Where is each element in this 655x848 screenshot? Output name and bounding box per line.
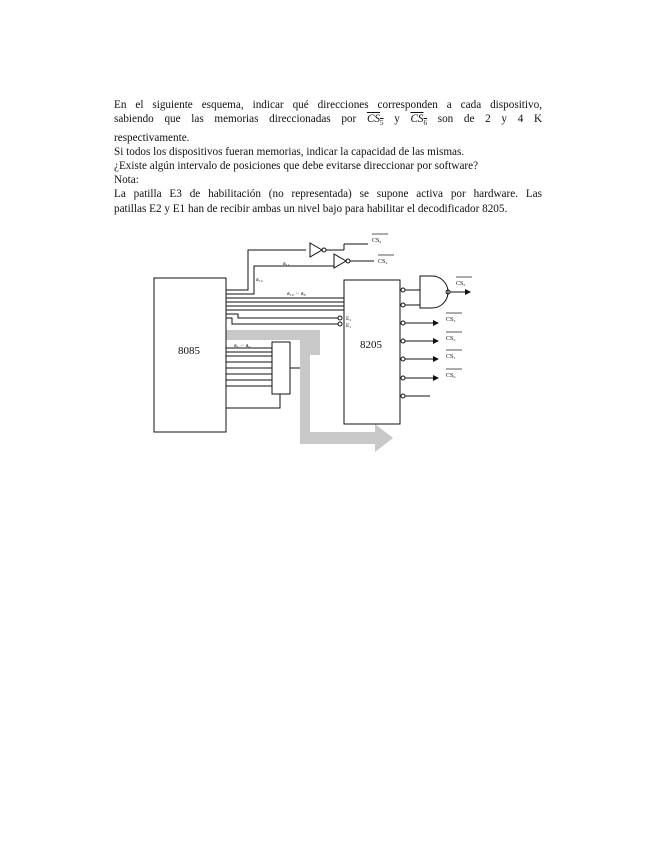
e1-label: E₁ bbox=[346, 323, 352, 329]
cs5-signal: $CS_5$ bbox=[366, 113, 384, 128]
cs2-output-label: CS₂ bbox=[446, 336, 456, 342]
decoder-8205-box bbox=[344, 280, 400, 424]
statement-line-2-start: sabiendo que las memorias direccionadas por bbox=[114, 113, 357, 126]
address-bus-arrow-body bbox=[300, 340, 393, 452]
inverter-2 bbox=[334, 254, 374, 268]
cs5-output-label: CS₅ bbox=[456, 281, 466, 287]
a15-label: a₁₅ bbox=[256, 277, 263, 283]
enable-wires bbox=[226, 314, 342, 326]
cs4-top-label: CS₄ bbox=[378, 259, 388, 265]
statement-line-7: La patilla E3 de habilitación (no representada) se supone activa por hardware. Las bbox=[114, 188, 542, 201]
a11-label: a₁₁ bbox=[283, 261, 290, 267]
cs0-output-label: CS₀ bbox=[446, 373, 456, 379]
statement-line-4: Si todos los dispositivos fueran memorias, indicar la capacidad de las mismas. bbox=[114, 145, 465, 158]
statement-conj: y bbox=[394, 113, 400, 126]
statement-line-1: En el siguiente esquema, indicar qué direcciones corresponden a cada dispositivo, bbox=[114, 99, 542, 111]
cs3-output-label: CS₃ bbox=[446, 317, 456, 323]
cs6-signal: $CS_6$ bbox=[410, 113, 428, 128]
a15-wires bbox=[226, 250, 334, 294]
statement-line-2-end: son de 2 y 4 K bbox=[437, 113, 543, 126]
statement-line-8: patillas E2 y E1 han de recibir ambas un nivel bajo para habilitar el decodificador 8205. bbox=[114, 202, 508, 215]
cpu-label: 8085 bbox=[178, 345, 200, 357]
buffer-box bbox=[272, 342, 290, 394]
statement-line-5: ¿Existe algún intervalo de posiciones que debe evitarse direccionar por software? bbox=[114, 160, 479, 173]
decoder-label: 8205 bbox=[360, 339, 382, 351]
inverter-1 bbox=[310, 243, 344, 257]
a10-label: a₁₀ ·· a₈ bbox=[287, 291, 306, 297]
cs1-output-label: CS₁ bbox=[446, 354, 456, 360]
a7-label: a₇ ·· a₀ bbox=[234, 343, 251, 349]
a7-a0-bus bbox=[226, 348, 300, 408]
statement-line-3: respectivamente. bbox=[114, 131, 190, 144]
cs6-output-label: CS₆ bbox=[372, 238, 382, 244]
e2-label: E₂ bbox=[346, 316, 352, 322]
statement-line-6: Nota: bbox=[114, 174, 139, 187]
a10-a8-bus bbox=[226, 298, 344, 310]
